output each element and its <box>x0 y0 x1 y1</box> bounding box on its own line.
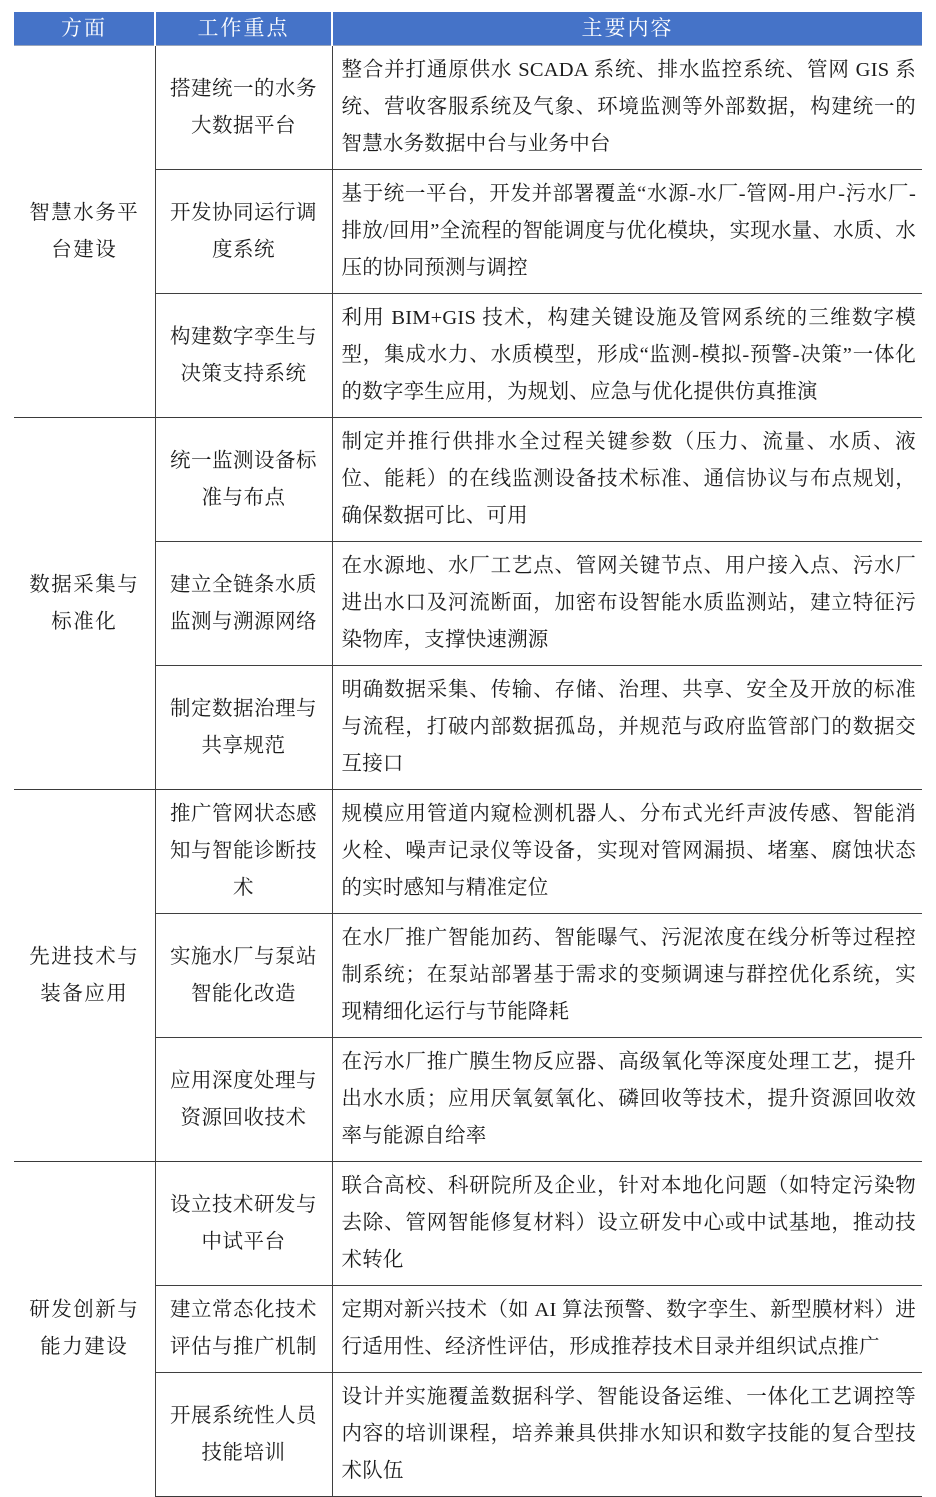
content-cell: 设计并实施覆盖数据科学、智能设备运维、一体化工艺调控等内容的培训课程，培养兼具供排水知识和数字技能的复合型技术队伍 <box>332 1373 922 1497</box>
work-priorities-table <box>14 12 922 1497</box>
table-row <box>14 790 922 914</box>
column-header-content: 主要内容 <box>332 12 922 46</box>
focus-cell: 开展系统性人员技能培训 <box>155 1373 332 1497</box>
aspect-cell: 先进技术与装备应用 <box>14 790 155 1162</box>
content-cell: 制定并推行供排水全过程关键参数（压力、流量、水质、液位、能耗）的在线监测设备技术标准、通信协议与布点规划，确保数据可比、可用 <box>332 418 922 542</box>
table-row <box>14 1162 922 1286</box>
focus-cell: 开发协同运行调度系统 <box>155 170 332 294</box>
table-container <box>14 12 922 1497</box>
column-header-focus: 工作重点 <box>155 12 332 46</box>
focus-cell: 应用深度处理与资源回收技术 <box>155 1038 332 1162</box>
focus-cell: 搭建统一的水务大数据平台 <box>155 46 332 170</box>
content-cell: 联合高校、科研院所及企业，针对本地化问题（如特定污染物去除、管网智能修复材料）设立研发中心或中试基地，推动技术转化 <box>332 1162 922 1286</box>
table-header <box>14 12 922 46</box>
table-row <box>14 418 922 542</box>
content-cell: 基于统一平台，开发并部署覆盖“水源-水厂-管网-用户-污水厂-排放/回用”全流程的智能调度与优化模块，实现水量、水质、水压的协同预测与调控 <box>332 170 922 294</box>
table-body <box>14 46 922 1497</box>
focus-cell: 设立技术研发与中试平台 <box>155 1162 332 1286</box>
focus-cell: 建立常态化技术评估与推广机制 <box>155 1286 332 1373</box>
aspect-cell: 研发创新与能力建设 <box>14 1162 155 1497</box>
focus-cell: 建立全链条水质监测与溯源网络 <box>155 542 332 666</box>
content-cell: 规模应用管道内窥检测机器人、分布式光纤声波传感、智能消火栓、噪声记录仪等设备，实现对管网漏损、堵塞、腐蚀状态的实时感知与精准定位 <box>332 790 922 914</box>
focus-cell: 构建数字孪生与决策支持系统 <box>155 294 332 418</box>
content-cell: 在水源地、水厂工艺点、管网关键节点、用户接入点、污水厂进出水口及河流断面，加密布设智能水质监测站，建立特征污染物库，支撑快速溯源 <box>332 542 922 666</box>
focus-cell: 实施水厂与泵站智能化改造 <box>155 914 332 1038</box>
content-cell: 定期对新兴技术（如 AI 算法预警、数字孪生、新型膜材料）进行适用性、经济性评估，形成推荐技术目录并组织试点推广 <box>332 1286 922 1373</box>
focus-cell: 推广管网状态感知与智能诊断技术 <box>155 790 332 914</box>
focus-cell: 统一监测设备标准与布点 <box>155 418 332 542</box>
table-header-row <box>14 12 922 46</box>
column-header-aspect: 方面 <box>14 12 155 46</box>
content-cell: 明确数据采集、传输、存储、治理、共享、安全及开放的标准与流程，打破内部数据孤岛，并规范与政府监管部门的数据交互接口 <box>332 666 922 790</box>
content-cell: 在水厂推广智能加药、智能曝气、污泥浓度在线分析等过程控制系统；在泵站部署基于需求的变频调速与群控优化系统，实现精细化运行与节能降耗 <box>332 914 922 1038</box>
content-cell: 在污水厂推广膜生物反应器、高级氧化等深度处理工艺，提升出水水质；应用厌氧氨氧化、磷回收等技术，提升资源回收效率与能源自给率 <box>332 1038 922 1162</box>
aspect-cell: 智慧水务平台建设 <box>14 46 155 418</box>
focus-cell: 制定数据治理与共享规范 <box>155 666 332 790</box>
content-cell: 整合并打通原供水 SCADA 系统、排水监控系统、管网 GIS 系统、营收客服系统及气象、环境监测等外部数据，构建统一的智慧水务数据中台与业务中台 <box>332 46 922 170</box>
content-cell: 利用 BIM+GIS 技术，构建关键设施及管网系统的三维数字模型，集成水力、水质模型，形成“监测-模拟-预警-决策”一体化的数字孪生应用，为规划、应急与优化提供仿真推演 <box>332 294 922 418</box>
aspect-cell: 数据采集与标准化 <box>14 418 155 790</box>
table-row <box>14 46 922 170</box>
